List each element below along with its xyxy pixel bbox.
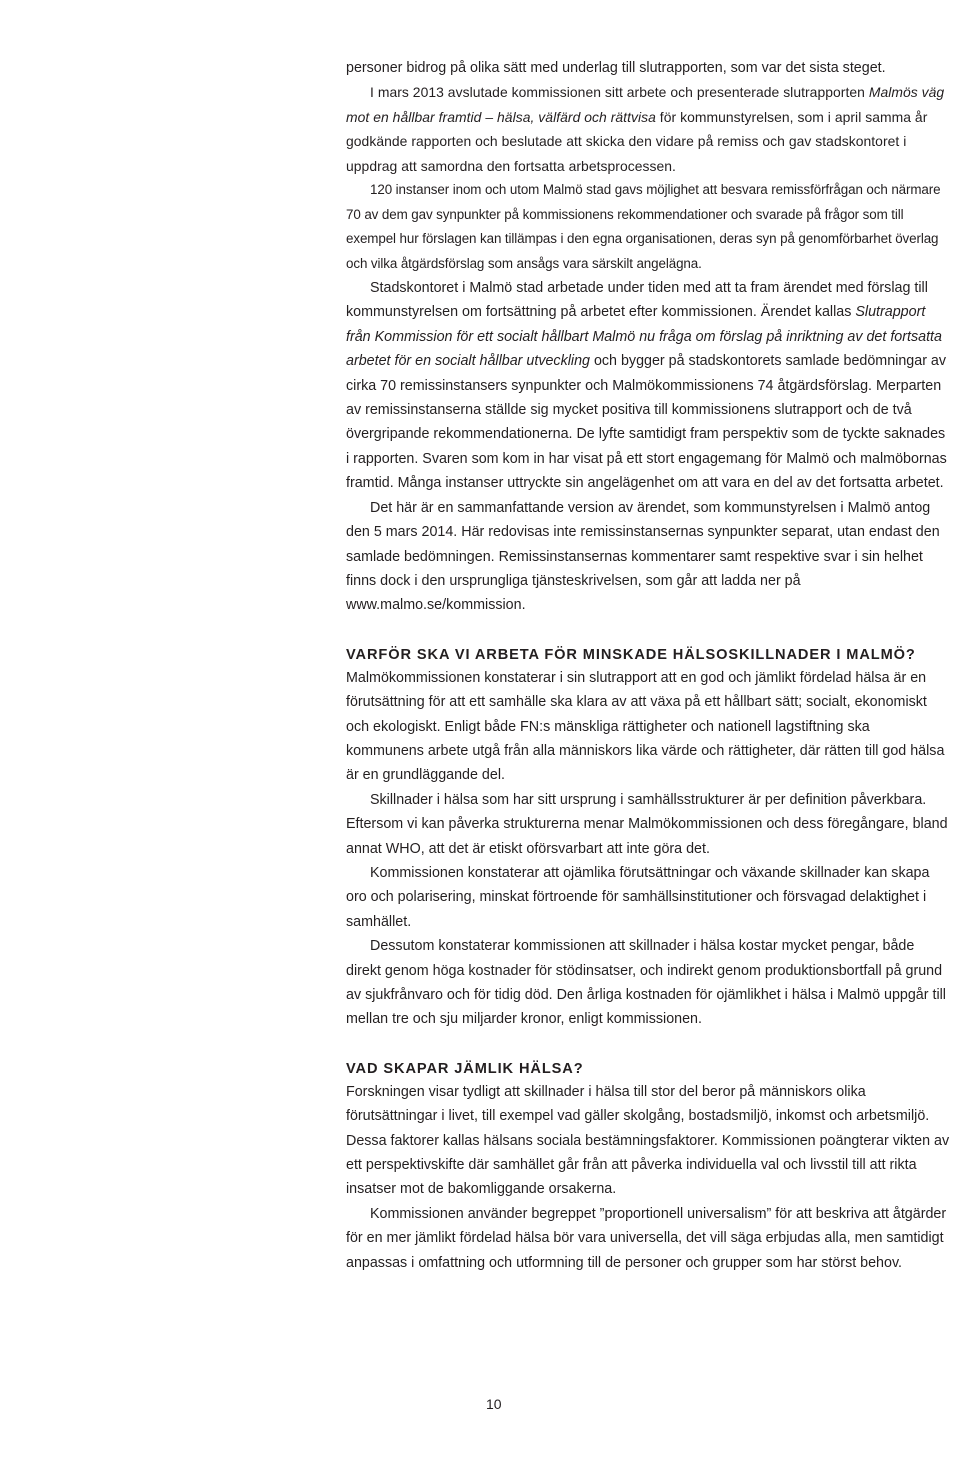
paragraph: Forskningen visar tydligt att skillnader i hälsa till stor del beror på människors olika förutsättningar i livet, till exempel vad gäller skolgång, bostadsmiljö, inkomst och arbetsmiljö. Dessa faktorer kallas hälsans sociala bestämningsfaktorer. Kommissionen poängterar vikten av ett perspektivskifte där samhället går från att påverka individuella val och livsstil till att rikta insatser mot de bakomliggande orsakerna.	[346, 1083, 950, 1198]
paragraph	[346, 276, 951, 496]
paragraph: Det här är en sammanfattande version av ärendet, som kommunstyrelsen i Malmö antog den 5 mars 2014. Här redovisas inte remissinstansernas synpunkter separat, utan endast den samlade bedömningen. Remissinstansernas kommentarer samt respektive svar i sin helhet finns dock i den ursprungliga tjänsteskrivelsen, som går att ladda ner på www.malmo.se/kommission.	[346, 499, 940, 614]
section-heading: VAD SKAPAR JÄMLIK HÄLSA?	[346, 1060, 584, 1077]
report-title: Slutrapport från Kommission för ett socialt hållbart Malmö nu fråga om förslag på inriktning av det fortsatta arbetet för en socialt hållbar utveckling	[346, 304, 942, 370]
paragraph-text: och bygger på stadskontorets samlade bedömningar av cirka 70 remissinstansers synpunkter och Malmökommissionens 74 åtgärdsförslag. Merparten av remissinstanserna ställde sig mycket positiva till kommissionens slutrapport och de två övergripande rekommendationerna. De lyfte samtidigt fram perspektiv som de tyckte saknades i rapporten. Svaren som kom in har visat på ett stort engagemang för Malmö och malmöbornas framtid. Många instanser uttryckte sin angelägenhet om att vara en del av det fortsatta arbetet.	[346, 353, 947, 492]
paragraph: Kommissionen konstaterar att ojämlika förutsättningar och växande skillnader kan skapa oro och polarisering, minskat förtroende för samhällsinstitutioner och försvagad delaktighet i samhället.	[346, 864, 930, 930]
report-title: Malmös väg mot en hållbar framtid – hälsa, välfärd och rättvisa	[346, 84, 945, 125]
paragraph: 120 instanser inom och utom Malmö stad gavs möjlighet att besvara remissförfrågan och närmare 70 av dem gav synpunkter på kommissionens rekommendationer och svarade på frågor som till exempel hur förslagen kan tillämpas i den egna organisationen, deras syn på genomförbarhet överlag och vilka åtgärdsförslag som ansågs vara särskilt angelägna.	[346, 182, 941, 271]
section-heading: VARFÖR SKA VI ARBETA FÖR MINSKADE HÄLSOSKILLNADER I MALMÖ?	[346, 646, 916, 663]
paragraph: Dessutom konstaterar kommissionen att skillnader i hälsa kostar mycket pengar, både direkt genom höga kostnader för stödinsatser, och indirekt genom produktionsbortfall på grund av sjukfrånvaro och för tidig död. Den årliga kostnaden för ojämlikhet i hälsa i Malmö uppgår till mellan tre och sju miljarder kronor, enligt kommissionen.	[346, 938, 946, 1028]
page-number: 10	[486, 1396, 502, 1412]
page-body	[346, 56, 951, 1275]
paragraph: Malmökommissionen konstaterar i sin slutrapport att en god och jämlikt fördelad hälsa är en förutsättning för att ett samhälle ska klara av att växa på ett hållbart sätt; socialt, ekonomiskt och ekologiskt. Enligt både FN:s mänskliga rättigheter och nationell lagstiftning ska kommunens arbete utgå från alla människors lika värde och rättigheter, där rätten till god hälsa är en grundläggande del.	[346, 669, 945, 784]
paragraph: Skillnader i hälsa som har sitt ursprung i samhällsstrukturer är per definition påverkbara. Eftersom vi kan påverka strukturerna menar Malmökommissionen och dess föregångare, bland annat WHO, att det är etiskt oförsvarbart att inte göra det.	[346, 791, 948, 857]
paragraph-text: Stadskontoret i Malmö stad arbetade under tiden med att ta fram ärendet med förslag till kommunstyrelsen om fortsättning på arbetet efter kommissionen. Ärendet kallas	[346, 280, 928, 321]
paragraph-text: för kommunstyrelsen, som i april samma år godkände rapporten och beslutade att skicka den vidare på remiss och gav stadskontoret i uppdrag att samordna den fortsatta arbetsprocessen.	[346, 108, 928, 174]
paragraph: Kommissionen använder begreppet ”proportionell universalism” för att beskriva att åtgärder för en mer jämlikt fördelad hälsa bör vara universella, det vill säga erbjudas alla, men samtidigt anpassas i omfattning och utformning till de personer och grupper som har störst behov.	[346, 1205, 947, 1271]
paragraph: personer bidrog på olika sätt med underlag till slutrapporten, som var det sista steget.	[346, 60, 886, 76]
paragraph-text: I mars 2013 avslutade kommissionen sitt arbete och presenterade slutrapporten	[370, 84, 869, 101]
paragraph	[346, 80, 951, 178]
